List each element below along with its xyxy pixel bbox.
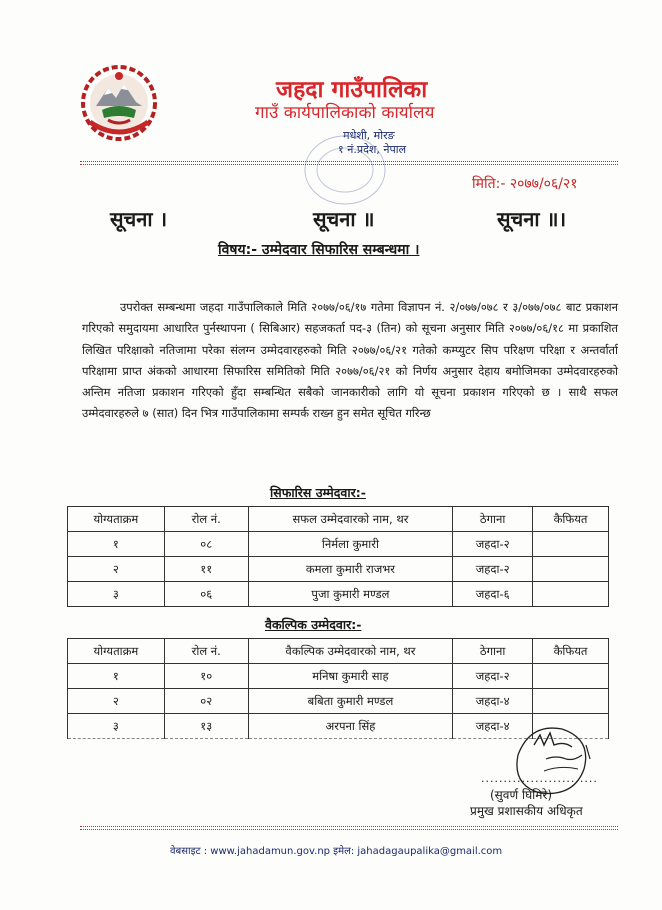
table-header-row <box>68 639 609 664</box>
table-header-row <box>68 507 609 532</box>
signatory-name: (सुवर्ण घिमिरे) <box>490 788 553 802</box>
signature-line: .......................... <box>481 772 598 785</box>
header-cell: कैफियत <box>533 507 609 532</box>
name-cell: बबिता कुमारी मण्डल <box>248 689 453 714</box>
footer-contact: वेबसाइट : www.jahadamun.gov.np इमेल: jahadagaupalika@gmail.com <box>170 846 503 857</box>
roll-cell: ०८ <box>164 532 248 557</box>
roll-cell: १३ <box>164 714 248 739</box>
footer-divider <box>80 826 618 827</box>
province-address: १ नं.प्रदेश, नेपाल <box>338 143 407 156</box>
remarks-cell <box>533 532 609 557</box>
header-cell: ठेगाना <box>453 507 533 532</box>
org-name: जहदा गाउँपालिका <box>276 77 428 103</box>
header-cell: योग्यताक्रम <box>68 639 165 664</box>
office-stamp-icon <box>300 130 390 210</box>
rank-cell: २ <box>68 557 165 582</box>
remarks-cell <box>533 582 609 607</box>
roll-cell: १० <box>164 664 248 689</box>
office-name: गाउँ कार्यपालिकाको कार्यालय <box>255 103 435 123</box>
footer-divider <box>80 829 618 830</box>
rank-cell: १ <box>68 664 165 689</box>
name-cell: निर्मला कुमारी <box>248 532 453 557</box>
notice-heading: सूचना । <box>110 207 168 231</box>
remarks-cell <box>533 664 609 689</box>
recommended-title: सिफारिस उम्मेदवार:- <box>270 485 366 500</box>
table-row <box>68 689 609 714</box>
rank-cell: १ <box>68 532 165 557</box>
roll-cell: ०२ <box>164 689 248 714</box>
rank-cell: २ <box>68 689 165 714</box>
header-cell: ठेगाना <box>453 639 533 664</box>
header-cell: कैफियत <box>533 639 609 664</box>
name-cell: कमला कुमारी राजभर <box>248 557 453 582</box>
name-cell: पुजा कुमारी मण्डल <box>248 582 453 607</box>
address-cell: जहदा-४ <box>453 689 533 714</box>
header-cell: रोल नं. <box>164 639 248 664</box>
district-address: मधेशी, मोरङ <box>343 129 395 142</box>
remarks-cell <box>533 557 609 582</box>
address-cell: जहदा-२ <box>453 557 533 582</box>
table-row <box>68 532 609 557</box>
notice-heading: सूचना ॥। <box>497 207 567 231</box>
rank-cell: ३ <box>68 582 165 607</box>
signatory-title: प्रमुख प्रशासकीय अधिकृत <box>470 804 583 818</box>
address-cell: जहदा-२ <box>453 664 533 689</box>
recommended-table <box>67 506 609 607</box>
roll-cell: ११ <box>164 557 248 582</box>
name-cell: अरपना सिंह <box>248 714 453 739</box>
header-cell: योग्यताक्रम <box>68 507 165 532</box>
subject-line: विषय:- उम्मेदवार सिफारिस सम्बन्धमा । <box>218 242 420 258</box>
rank-cell: ३ <box>68 714 165 739</box>
header-cell: सफल उम्मेदवारको नाम, थर <box>248 507 453 532</box>
address-cell: जहदा-६ <box>453 582 533 607</box>
alternate-title: वैकल्पिक उम्मेदवार:- <box>265 617 362 632</box>
table-row <box>68 664 609 689</box>
name-cell: मनिषा कुमारी साह <box>248 664 453 689</box>
address-cell: जहदा-४ <box>453 714 533 739</box>
roll-cell: ०६ <box>164 582 248 607</box>
header-cell: रोल नं. <box>164 507 248 532</box>
header-divider <box>80 161 618 162</box>
nepal-emblem-icon <box>78 62 160 144</box>
header-divider <box>80 164 618 165</box>
address-cell: जहदा-२ <box>453 532 533 557</box>
remarks-cell <box>533 689 609 714</box>
body-paragraph: उपरोक्त सम्बन्धमा जहदा गाउँपालिकाले मिति २०७७/०६/१७ गतेमा विज्ञापन नं. २/०७७/०७८ र ३/०७७/०७८ बाट प्रकाशन गरिएको समुदायमा आधारित पुर्नस्थापना ( सिबिआर) सहजकर्ता पद-३ (तिन) को सूचना अनुसार मिति २०७७/०६/१८ मा प्रकाशित लिखित परिक्षाको नतिजामा परेका संलग्न उम्मेदवारहरुको मिति २०७७/०६/२१ गतेको कम्प्युटर सिप परिक्षण परिक्षा र अन्तर्वार्ता परिक्षामा प्राप्त अंकको आधारमा सिफारिस समितिको मिति २०७७/०६/२१ को निर्णय अनुसार देहाय बमोजिमका उम्मेदवारहरुको अन्तिम नतिजा प्रकाशन गरिएको हुँदा सम्बन्धित सबैको जानकारीको लागि यो सूचना प्रकाशन गरिएको छ । साथै सफल उम्मेदवारहरुले ७ (सात) दिन भित्र गाउँपालिकामा सम्पर्क राख्न हुन समेत सूचित गरिन्छ <box>82 300 618 421</box>
notice-heading: सूचना ॥ <box>313 207 375 231</box>
table-row <box>68 557 609 582</box>
header-cell: वैकल्पिक उम्मेदवारको नाम, थर <box>248 639 453 664</box>
table-row <box>68 582 609 607</box>
notice-date: मिति:- २०७७/०६/२१ <box>472 176 578 192</box>
